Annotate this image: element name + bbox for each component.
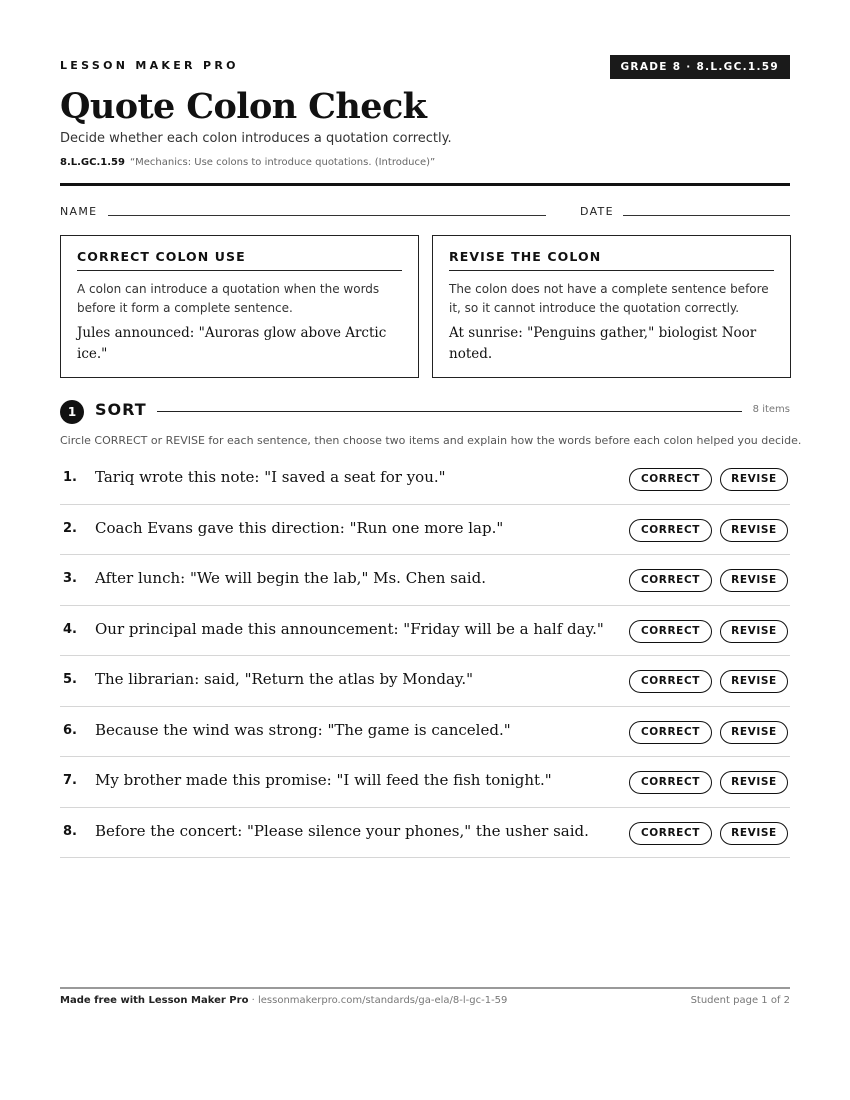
item-sentence: Our principal made this announcement: "Friday will be a half day." — [95, 619, 604, 638]
section-divider — [157, 411, 742, 412]
revise-button[interactable]: REVISE — [720, 771, 788, 794]
correct-button[interactable]: CORRECT — [629, 771, 712, 794]
section-instructions: Circle CORRECT or REVISE for each sentence, then choose two items and explain how the words before each colon helped you decide. — [60, 434, 802, 447]
footer-divider — [60, 987, 790, 989]
correct-button[interactable]: CORRECT — [629, 519, 712, 542]
list-item — [60, 808, 790, 859]
date-label: DATE — [580, 205, 614, 218]
footer-page-number: Student page 1 of 2 — [690, 995, 790, 1006]
item-count: 8 items — [752, 404, 790, 415]
footer-credit — [60, 995, 507, 1006]
item-sentence: Tariq wrote this note: "I saved a seat for you." — [95, 468, 446, 486]
list-item — [60, 555, 790, 606]
list-item — [60, 606, 790, 657]
page-subtitle: Decide whether each colon introduces a quotation correctly. — [60, 131, 452, 146]
correct-button[interactable]: CORRECT — [629, 468, 712, 491]
item-sentence: Before the concert: "Please silence your phones," the usher said. — [95, 821, 589, 840]
item-sentence: Coach Evans gave this direction: "Run one more lap." — [95, 518, 504, 537]
revise-button[interactable]: REVISE — [720, 670, 788, 693]
revise-button[interactable]: REVISE — [720, 721, 788, 744]
standard-text: “Mechanics: Use colons to introduce quotations. (Introduce)” — [129, 157, 436, 168]
revise-button[interactable]: REVISE — [720, 468, 788, 491]
item-number: 6. — [63, 722, 77, 738]
footer-url[interactable]: · lessonmakerpro.com/standards/ga-ela/8-l-gc-1-59 — [251, 995, 508, 1006]
brand-name: LESSON MAKER PRO — [60, 59, 239, 72]
section-title: SORT — [95, 400, 147, 419]
correct-button[interactable]: CORRECT — [629, 721, 712, 744]
revise-box-description: The colon does not have a complete sentence before it, so it cannot introduce the quotation correctly. — [449, 282, 769, 315]
correct-colon-use-box — [60, 235, 419, 378]
item-sentence: The librarian: said, "Return the atlas by Monday." — [95, 670, 474, 688]
correct-box-example: Jules announced: "Auroras glow above Arctic ice." — [77, 325, 387, 362]
date-field[interactable] — [623, 215, 790, 216]
correct-button[interactable]: CORRECT — [629, 620, 712, 643]
revise-box-example: At sunrise: "Penguins gather," biologist Noor noted. — [449, 325, 757, 362]
revise-button[interactable]: REVISE — [720, 822, 788, 845]
name-label: NAME — [60, 205, 98, 218]
item-number: 4. — [63, 621, 77, 637]
item-number: 1. — [63, 470, 77, 485]
item-list — [60, 454, 790, 858]
correct-button[interactable]: CORRECT — [629, 569, 712, 592]
footer-made-with: Made free with Lesson Maker Pro — [60, 995, 249, 1006]
revise-colon-box — [432, 235, 791, 378]
item-number: 7. — [63, 773, 77, 788]
correct-box-description: A colon can introduce a quotation when the words before it form a complete sentence. — [77, 282, 380, 315]
item-number: 5. — [63, 672, 77, 687]
revise-button[interactable]: REVISE — [720, 620, 788, 643]
item-sentence: Because the wind was strong: "The game is canceled." — [95, 720, 511, 739]
list-item — [60, 505, 790, 556]
header-divider — [60, 183, 790, 186]
list-item — [60, 656, 790, 707]
correct-box-heading: CORRECT COLON USE — [77, 249, 402, 271]
section-number: 1 — [60, 400, 84, 424]
grade-badge: GRADE 8 · 8.L.GC.1.59 — [610, 55, 790, 79]
name-field[interactable] — [108, 215, 546, 216]
item-number: 8. — [63, 823, 77, 839]
revise-button[interactable]: REVISE — [720, 569, 788, 592]
standard-line — [60, 157, 435, 168]
revise-box-heading: REVISE THE COLON — [449, 249, 774, 271]
standard-code: 8.L.GC.1.59 — [60, 157, 125, 168]
correct-button[interactable]: CORRECT — [629, 670, 712, 693]
page-title: Quote Colon Check — [60, 86, 427, 127]
item-sentence: My brother made this promise: "I will feed the fish tonight." — [95, 771, 552, 789]
revise-button[interactable]: REVISE — [720, 519, 788, 542]
list-item — [60, 454, 790, 505]
item-sentence: After lunch: "We will begin the lab," Ms. Chen said. — [95, 569, 486, 587]
list-item — [60, 707, 790, 758]
item-number: 2. — [63, 520, 77, 536]
correct-button[interactable]: CORRECT — [629, 822, 712, 845]
list-item — [60, 757, 790, 808]
item-number: 3. — [63, 571, 77, 586]
